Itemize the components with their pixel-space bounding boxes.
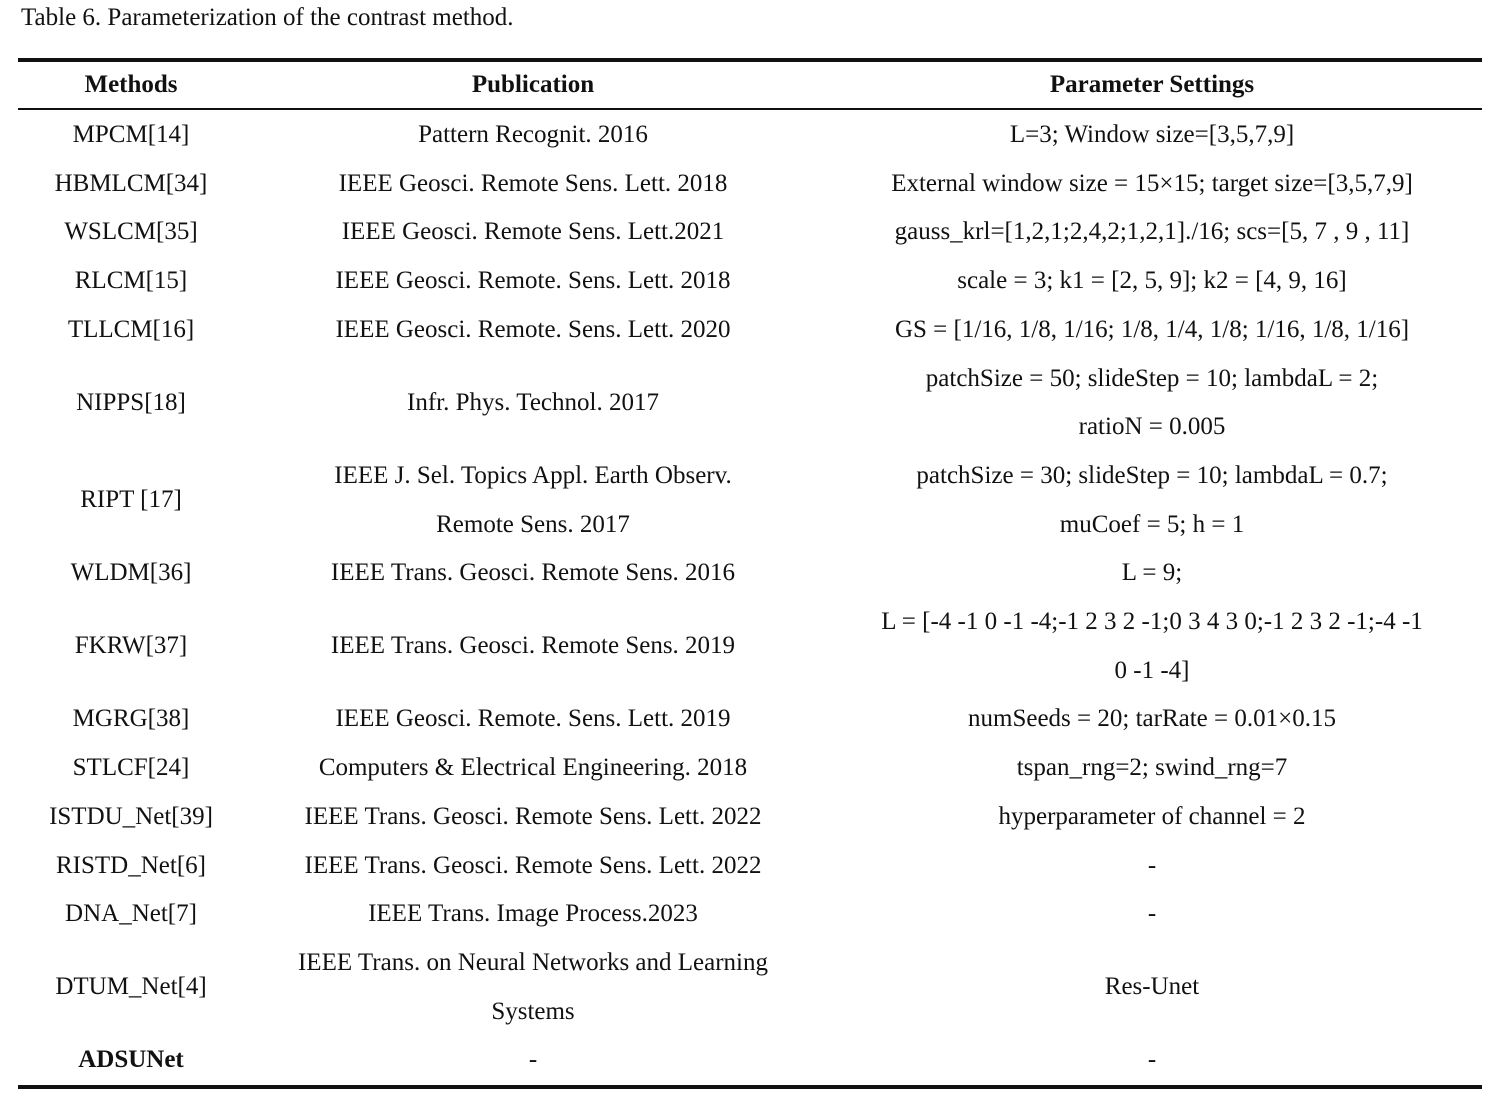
publication-line-2: Remote Sens. 2017 [436, 510, 630, 538]
cell-method: DNA_Net[7] [65, 900, 197, 928]
cell-params [822, 452, 1482, 549]
cell-method: MPCM[14] [72, 121, 190, 148]
cell-params: Res-Unet [1104, 973, 1200, 1001]
cell-method: STLCF[24] [72, 754, 190, 782]
publication-line-1: IEEE Trans. on Neural Networks and Learning [297, 948, 769, 976]
cell-method: RIPT [17] [80, 486, 182, 514]
cell-publication: IEEE Geosci. Remote. Sens. Lett. 2020 [335, 315, 731, 343]
cell-method: DTUM_Net[4] [55, 973, 207, 1001]
cell-method: ADSUNet [78, 1046, 184, 1074]
table-row-rlcm [18, 257, 1482, 306]
cell-publication [244, 939, 822, 1036]
cell-method: MGRG[38] [72, 705, 190, 733]
cell-publication: Computers & Electrical Engineering. 2018 [318, 754, 748, 782]
publication-line-2: Systems [491, 997, 575, 1025]
table-row-hbmlcm [18, 160, 1482, 209]
cell-method: RLCM[15] [74, 267, 188, 295]
header-methods: Methods [18, 60, 244, 109]
cell-publication: IEEE Trans. Geosci. Remote Sens. 2016 [330, 559, 736, 587]
cell-publication: IEEE Trans. Image Process.2023 [368, 900, 698, 928]
params-line-1: L = [-4 -1 0 -1 -4;-1 2 3 2 -1;0 3 4 3 0;-1 2 3 2 -1;-4 -1 [881, 608, 1423, 636]
cell-publication: Pattern Recognit. 2016 [418, 121, 648, 148]
table-row-dtum-net [18, 939, 1482, 1036]
cell-params: scale = 3; k1 = [2, 5, 9]; k2 = [4, 9, 16] [957, 267, 1347, 295]
params-line-1: patchSize = 30; slideStep = 10; lambdaL = 0.7; [916, 461, 1388, 489]
cell-method: WSLCM[35] [64, 218, 198, 246]
table-row-wslcm [18, 208, 1482, 257]
cell-method: FKRW[37] [74, 632, 188, 660]
cell-params: gauss_krl=[1,2,1;2,4,2;1,2,1]./16; scs=[5, 7 , 9 , 11] [894, 218, 1410, 246]
cell-publication [244, 452, 822, 549]
cell-publication: - [528, 1046, 538, 1074]
cell-params: tspan_rng=2; swind_rng=7 [1016, 754, 1288, 782]
cell-publication: IEEE Geosci. Remote Sens. Lett. 2018 [338, 169, 728, 197]
params-line-1: patchSize = 50; slideStep = 10; lambdaL = 2; [925, 364, 1379, 392]
cell-params: L=3; Window size=[3,5,7,9] [1009, 121, 1295, 148]
params-line-2: ratioN = 0.005 [1078, 413, 1226, 441]
params-line-2: muCoef = 5; h = 1 [1059, 510, 1245, 538]
cell-params: External window size = 15×15; target size=[3,5,7,9] [891, 169, 1413, 197]
parameter-table-container [18, 58, 1482, 1089]
cell-params: - [1147, 851, 1157, 879]
cell-method: WLDM[36] [70, 559, 192, 587]
cell-params: L = 9; [1121, 559, 1183, 587]
table-row-nipps [18, 355, 1482, 452]
cell-method: RISTD_Net[6] [56, 851, 206, 879]
cell-method: TLLCM[16] [67, 315, 195, 343]
table-row-fkrw [18, 598, 1482, 695]
cell-publication: IEEE Geosci. Remote Sens. Lett.2021 [341, 218, 725, 246]
publication-line-1: IEEE J. Sel. Topics Appl. Earth Observ. [334, 461, 732, 489]
cell-params: hyperparameter of channel = 2 [998, 802, 1306, 830]
table-row-ript [18, 452, 1482, 549]
cell-publication: IEEE Trans. Geosci. Remote Sens. Lett. 2022 [304, 802, 762, 830]
table-row-istdu-net [18, 793, 1482, 842]
cell-method: ISTDU_Net[39] [49, 802, 213, 830]
table-row-dna-net [18, 890, 1482, 939]
cell-params: GS = [1/16, 1/8, 1/16; 1/8, 1/4, 1/8; 1/16, 1/8, 1/16] [894, 315, 1410, 343]
cell-method: NIPPS[18] [76, 388, 186, 416]
header-publication: Publication [244, 60, 822, 109]
cell-params: numSeeds = 20; tarRate = 0.01×0.15 [968, 705, 1336, 733]
cell-method: HBMLCM[34] [54, 169, 208, 197]
table-row-adsunet [18, 1036, 1482, 1087]
cell-publication: Infr. Phys. Technol. 2017 [407, 388, 659, 416]
cell-params [822, 598, 1482, 695]
table-row-mpcm [18, 109, 1482, 160]
table-row-mgrg [18, 695, 1482, 744]
cell-publication: IEEE Geosci. Remote. Sens. Lett. 2019 [335, 705, 731, 733]
params-line-2: 0 -1 -4] [1114, 656, 1190, 684]
cell-publication: IEEE Geosci. Remote. Sens. Lett. 2018 [335, 267, 731, 295]
table-row-stlcf [18, 744, 1482, 793]
table-row-ristd-net [18, 842, 1482, 891]
header-parameter-settings: Parameter Settings [822, 60, 1482, 109]
cell-params: - [1147, 900, 1157, 928]
cell-publication: IEEE Trans. Geosci. Remote Sens. 2019 [330, 632, 736, 660]
table-row-wldm [18, 549, 1482, 598]
table-row-tllcm [18, 306, 1482, 355]
cell-params: - [1147, 1046, 1157, 1074]
cell-publication: IEEE Trans. Geosci. Remote Sens. Lett. 2022 [304, 851, 762, 879]
table-caption: Table 6. Parameterization of the contrast method. [21, 4, 514, 31]
cell-params [822, 355, 1482, 452]
parameter-table [18, 58, 1482, 1089]
table-header-row [18, 60, 1482, 109]
